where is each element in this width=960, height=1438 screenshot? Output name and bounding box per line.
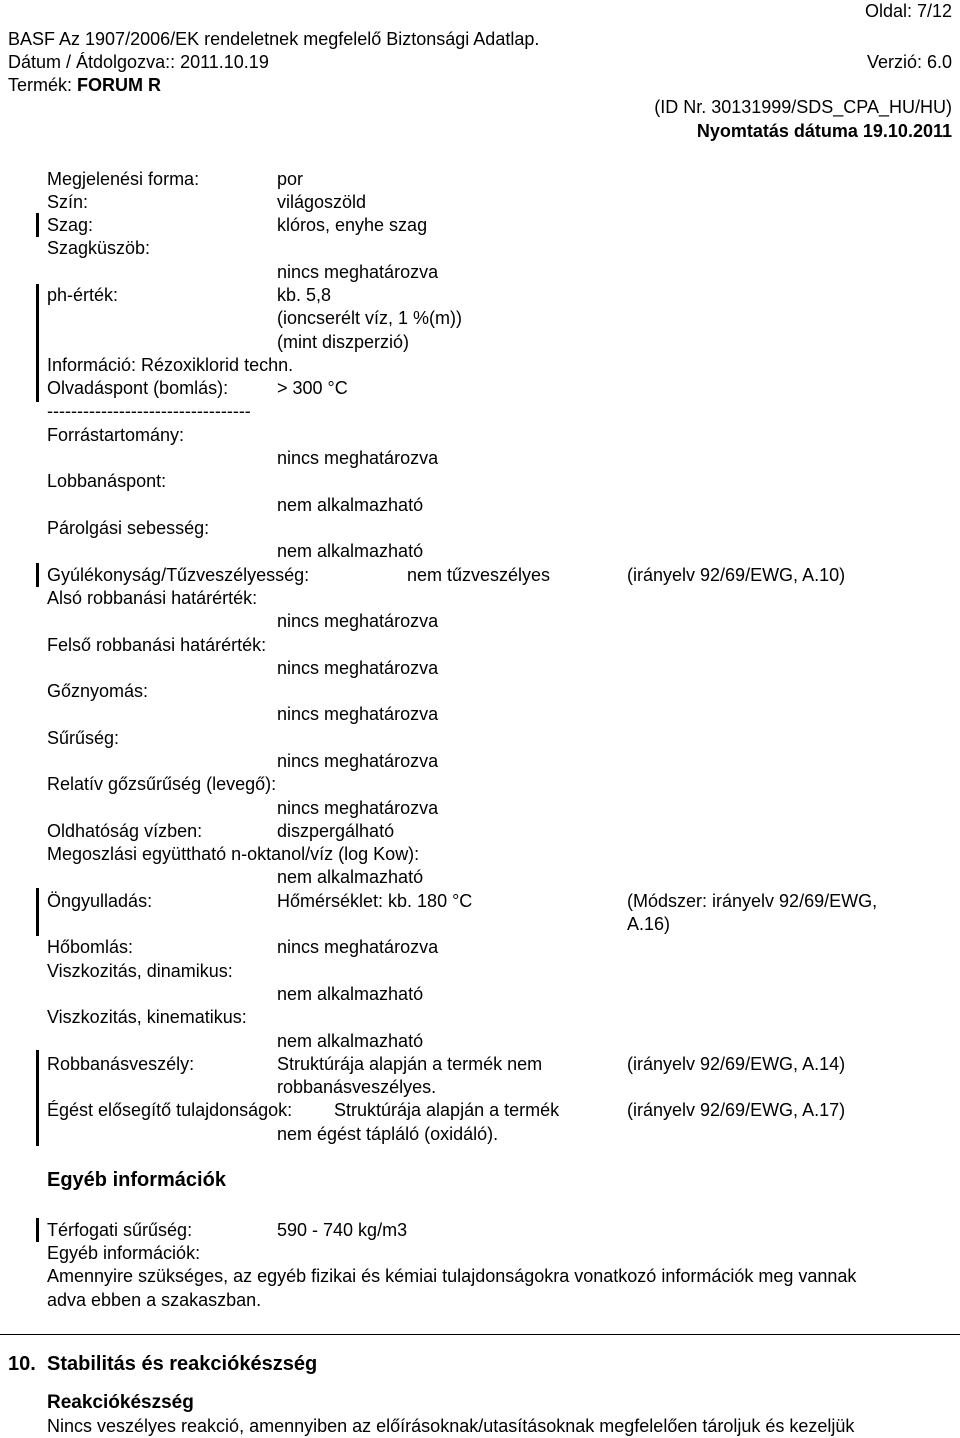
- evap-label: Párolgási sebesség:: [47, 518, 210, 538]
- rel-vapor-value: nincs meghatározva: [277, 798, 439, 818]
- explosion-value: Struktúrája alapján a termék nem: [277, 1054, 543, 1074]
- ph-value: kb. 5,8: [277, 285, 332, 305]
- ph-note-dispersion: (mint diszperzió): [277, 332, 410, 352]
- melting-value: > 300 °C: [277, 378, 348, 398]
- selfignite-ref: (Módszer: irányelv 92/69/EWG,: [627, 891, 878, 911]
- product-name: FORUM R: [77, 75, 162, 95]
- rel-vapor-label: Relatív gőzsűrűség (levegő):: [47, 774, 277, 794]
- reactivity-text: Nincs veszélyes reakció, amennyiben az előírásoknak/utasításoknak megfelelően tároljuk és kezeljük: [47, 1416, 855, 1436]
- other-info-heading: Egyéb információk: [47, 1169, 226, 1191]
- color-label: Szín:: [47, 192, 89, 212]
- revision-date: Dátum / Átdolgozva:: 2011.10.19: [8, 52, 269, 72]
- odor-threshold-value: nincs meghatározva: [277, 262, 439, 282]
- bulk-density-value: 590 - 740 kg/m3: [277, 1220, 408, 1240]
- flammability-ref: (irányelv 92/69/EWG, A.10): [627, 565, 846, 585]
- print-date: Nyomtatás dátuma 19.10.2011: [696, 121, 952, 141]
- lel-label: Alsó robbanási határérték:: [47, 588, 258, 608]
- uel-label: Felső robbanási határérték:: [47, 635, 267, 655]
- visc-kin-label: Viszkozitás, kinematikus:: [47, 1007, 247, 1027]
- document-title: BASF Az 1907/2006/EK rendeletnek megfelelő Biztonsági Adatlap.: [8, 29, 540, 49]
- flammability-value: nem tűzveszélyes: [407, 565, 551, 585]
- odor-threshold-label: Szagküszöb:: [47, 238, 151, 258]
- visc-dyn-value: nem alkalmazható: [277, 984, 424, 1004]
- appearance-value: por: [277, 169, 304, 189]
- explosion-ref: (irányelv 92/69/EWG, A.14): [627, 1054, 846, 1074]
- selfignite-value: Hőmérséklet: kb. 180 °C: [277, 891, 473, 911]
- oxid-value: Struktúrája alapján a termék: [334, 1100, 560, 1120]
- flammability-label: Gyúlékonyság/Tűzveszélyesség:: [47, 565, 310, 585]
- lel-value: nincs meghatározva: [277, 611, 439, 631]
- change-bar: [36, 284, 39, 402]
- change-bar: [36, 1218, 39, 1242]
- partition-label: Megoszlási együttható n-oktanol/víz (log Kow):: [47, 844, 420, 864]
- other-info-text-cont: adva ebben a szakaszban.: [47, 1290, 262, 1310]
- section-number: 10.: [8, 1353, 36, 1375]
- vapor-label: Gőznyomás:: [47, 681, 149, 701]
- explosion-value-cont: robbanásveszélyes.: [277, 1077, 437, 1097]
- change-bar: [36, 213, 39, 237]
- decomp-label: Hőbomlás:: [47, 937, 134, 957]
- section-title: Stabilitás és reakciókészség: [47, 1353, 318, 1375]
- version: Verzió: 6.0: [866, 52, 952, 72]
- color-value: világoszöld: [277, 192, 367, 212]
- flash-label: Lobbanáspont:: [47, 471, 167, 491]
- oxid-label: Égést elősegítő tulajdonságok:: [47, 1100, 293, 1120]
- info-line: Információ: Rézoxiklorid techn.: [47, 355, 294, 375]
- other-info-label: Egyéb információk:: [47, 1243, 201, 1263]
- flash-value: nem alkalmazható: [277, 495, 424, 515]
- evap-value: nem alkalmazható: [277, 541, 424, 561]
- boiling-label: Forrástartomány:: [47, 425, 185, 445]
- density-label: Sűrűség:: [47, 728, 120, 748]
- melting-label: Olvadáspont (bomlás):: [47, 378, 229, 398]
- visc-dyn-label: Viszkozitás, dinamikus:: [47, 961, 233, 981]
- appearance-label: Megjelenési forma:: [47, 169, 200, 189]
- decomp-value: nincs meghatározva: [277, 937, 439, 957]
- partition-value: nem alkalmazható: [277, 867, 424, 887]
- oxid-ref: (irányelv 92/69/EWG, A.17): [627, 1100, 846, 1120]
- visc-kin-value: nem alkalmazható: [277, 1031, 424, 1051]
- density-value: nincs meghatározva: [277, 751, 439, 771]
- ph-label: ph-érték:: [47, 285, 119, 305]
- page-number: Oldal: 7/12: [864, 1, 952, 21]
- product-line: [8, 74, 161, 96]
- vapor-value: nincs meghatározva: [277, 704, 439, 724]
- odor-value: klóros, enyhe szag: [277, 215, 428, 235]
- other-info-text: Amennyire szükséges, az egyéb fizikai és kémiai tulajdonságokra vonatkozó információk meg vannak: [47, 1266, 857, 1286]
- selfignite-ref-cont: A.16): [627, 914, 671, 934]
- dash-separator: ----------------------------------: [47, 401, 251, 421]
- section-divider: [0, 1334, 960, 1335]
- explosion-label: Robbanásveszély:: [47, 1054, 195, 1074]
- solubility-value: diszpergálható: [277, 821, 395, 841]
- change-bar: [36, 563, 39, 587]
- solubility-label: Oldhatóság vízben:: [47, 821, 203, 841]
- uel-value: nincs meghatározva: [277, 658, 439, 678]
- selfignite-label: Öngyulladás:: [47, 891, 153, 911]
- reactivity-heading: Reakciókészség: [47, 1392, 194, 1413]
- boiling-value: nincs meghatározva: [277, 448, 439, 468]
- oxid-value-cont: nem égést tápláló (oxidáló).: [277, 1124, 499, 1144]
- ph-note-water: (ioncserélt víz, 1 %(m)): [277, 308, 463, 328]
- product-label: Termék:: [8, 75, 78, 95]
- change-bar: [36, 1050, 39, 1146]
- change-bar: [36, 888, 39, 936]
- odor-label: Szag:: [47, 215, 94, 235]
- bulk-density-label: Térfogati sűrűség:: [47, 1220, 193, 1240]
- document-id: (ID Nr. 30131999/SDS_CPA_HU/HU): [654, 97, 952, 117]
